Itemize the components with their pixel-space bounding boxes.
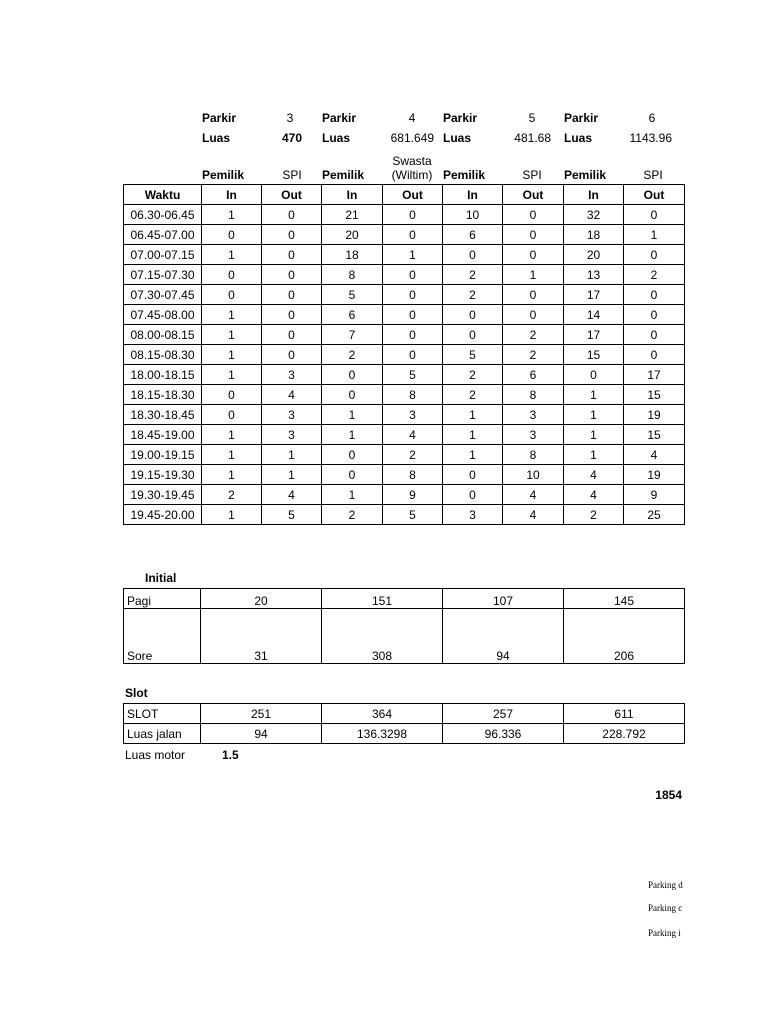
out-cell: 3 — [262, 425, 322, 445]
out-cell: 4 — [262, 485, 322, 505]
col-out-header: Out — [262, 185, 322, 205]
in-cell: 0 — [443, 465, 503, 485]
out-cell: 1 — [262, 465, 322, 485]
in-cell: 1 — [564, 445, 624, 465]
table-row — [124, 385, 685, 405]
out-cell: 19 — [624, 405, 685, 425]
sore-cell: 206 — [564, 609, 685, 664]
luas-label-4: Luas — [564, 131, 593, 145]
in-cell: 17 — [564, 325, 624, 345]
in-cell: 1 — [443, 425, 503, 445]
parkir-label-2: Parkir — [322, 111, 357, 125]
table-row — [124, 445, 685, 465]
waktu-cell: 19.30-19.45 — [124, 485, 202, 505]
out-cell: 9 — [624, 485, 685, 505]
in-cell: 20 — [564, 245, 624, 265]
total-value: 1854 — [655, 788, 682, 802]
in-cell: 0 — [443, 305, 503, 325]
slot-cell: 364 — [322, 704, 443, 724]
out-cell: 2 — [503, 325, 564, 345]
table-row — [124, 285, 685, 305]
table-row — [124, 485, 685, 505]
in-cell: 8 — [322, 265, 383, 285]
waktu-cell: 06.45-07.00 — [124, 225, 202, 245]
waktu-cell: 07.00-07.15 — [124, 245, 202, 265]
in-cell: 1 — [564, 405, 624, 425]
in-cell: 1 — [202, 245, 262, 265]
luas-value-4: 1143.96 — [629, 131, 672, 145]
parkir-label-1: Parkir — [202, 111, 237, 125]
table-row — [124, 205, 685, 225]
luas-value-2: 681.649 — [390, 131, 434, 145]
in-cell: 1 — [443, 445, 503, 465]
in-cell: 0 — [322, 445, 383, 465]
waktu-cell: 06.30-06.45 — [124, 205, 202, 225]
out-cell: 4 — [262, 385, 322, 405]
pagi-cell: 151 — [322, 589, 443, 609]
slot-cell: 611 — [564, 704, 685, 724]
pemilik-label-2: Pemilik — [322, 168, 365, 182]
pemilik-label-4: Pemilik — [564, 168, 607, 182]
out-cell: 6 — [503, 365, 564, 385]
initial-sore-row — [124, 609, 685, 664]
out-cell: 4 — [503, 505, 564, 525]
slot-title: Slot — [125, 686, 148, 700]
in-cell: 18 — [564, 225, 624, 245]
table-header-row — [124, 185, 685, 205]
out-cell: 8 — [383, 465, 443, 485]
in-cell: 2 — [202, 485, 262, 505]
waktu-cell: 07.30-07.45 — [124, 285, 202, 305]
out-cell: 19 — [624, 465, 685, 485]
slot-table — [123, 703, 685, 744]
out-cell: 10 — [503, 465, 564, 485]
pemilik-label-3: Pemilik — [443, 168, 486, 182]
in-cell: 1 — [322, 485, 383, 505]
slot-cell: 257 — [443, 704, 564, 724]
col-in-header: In — [564, 185, 624, 205]
out-cell: 0 — [503, 205, 564, 225]
waktu-cell: 18.00-18.15 — [124, 365, 202, 385]
in-cell: 1 — [202, 445, 262, 465]
out-cell: 17 — [624, 365, 685, 385]
out-cell: 0 — [624, 305, 685, 325]
out-cell: 0 — [262, 225, 322, 245]
out-cell: 0 — [383, 305, 443, 325]
in-cell: 0 — [443, 325, 503, 345]
in-cell: 1 — [202, 305, 262, 325]
in-cell: 2 — [322, 505, 383, 525]
in-cell: 20 — [322, 225, 383, 245]
out-cell: 0 — [262, 345, 322, 365]
table-row — [124, 465, 685, 485]
waktu-cell: 19.15-19.30 — [124, 465, 202, 485]
col-out-header: Out — [503, 185, 564, 205]
out-cell: 0 — [262, 305, 322, 325]
out-cell: 15 — [624, 385, 685, 405]
out-cell: 8 — [383, 385, 443, 405]
in-cell: 10 — [443, 205, 503, 225]
out-cell: 0 — [624, 325, 685, 345]
in-cell: 2 — [443, 265, 503, 285]
pagi-cell: 20 — [201, 589, 322, 609]
note-line: Parking c — [648, 903, 683, 913]
luas-jalan-cell: 94 — [201, 724, 322, 744]
in-cell: 2 — [564, 505, 624, 525]
out-cell: 0 — [503, 285, 564, 305]
pagi-cell: 107 — [443, 589, 564, 609]
waktu-cell: 07.45-08.00 — [124, 305, 202, 325]
initial-title: Initial — [145, 571, 177, 585]
out-cell: 0 — [262, 205, 322, 225]
parking-flow-table — [123, 184, 685, 525]
out-cell: 1 — [503, 265, 564, 285]
out-cell: 0 — [624, 245, 685, 265]
pemilik-value-2-line1: Swasta — [392, 154, 432, 168]
luas-jalan-label: Luas jalan — [124, 724, 201, 744]
out-cell: 0 — [624, 285, 685, 305]
in-cell: 2 — [443, 365, 503, 385]
waktu-cell: 07.15-07.30 — [124, 265, 202, 285]
in-cell: 1 — [202, 425, 262, 445]
in-cell: 0 — [322, 385, 383, 405]
col-out-header: Out — [624, 185, 685, 205]
pemilik-value-4: SPI — [643, 168, 663, 182]
luas-label-3: Luas — [443, 131, 472, 145]
in-cell: 1 — [202, 205, 262, 225]
in-cell: 2 — [443, 285, 503, 305]
in-cell: 1 — [202, 505, 262, 525]
table-row — [124, 365, 685, 385]
sore-label: Sore — [124, 609, 201, 664]
out-cell: 2 — [503, 345, 564, 365]
out-cell: 0 — [383, 265, 443, 285]
out-cell: 0 — [383, 205, 443, 225]
in-cell: 0 — [202, 405, 262, 425]
table-row — [124, 345, 685, 365]
luas-label-1: Luas — [202, 131, 231, 145]
out-cell: 0 — [262, 265, 322, 285]
table-row — [124, 305, 685, 325]
in-cell: 1 — [202, 325, 262, 345]
in-cell: 2 — [322, 345, 383, 365]
in-cell: 6 — [322, 305, 383, 325]
out-cell: 3 — [262, 405, 322, 425]
in-cell: 5 — [322, 285, 383, 305]
in-cell: 1 — [202, 465, 262, 485]
in-cell: 0 — [322, 465, 383, 485]
out-cell: 1 — [262, 445, 322, 465]
luas-jalan-cell: 228.792 — [564, 724, 685, 744]
col-in-header: In — [322, 185, 383, 205]
out-cell: 4 — [503, 485, 564, 505]
parkir-label-3: Parkir — [443, 111, 478, 125]
out-cell: 4 — [383, 425, 443, 445]
in-cell: 1 — [443, 405, 503, 425]
out-cell: 1 — [383, 245, 443, 265]
in-cell: 1 — [322, 425, 383, 445]
out-cell: 1 — [624, 225, 685, 245]
in-cell: 0 — [202, 265, 262, 285]
out-cell: 0 — [262, 245, 322, 265]
col-in-header: In — [443, 185, 503, 205]
out-cell: 25 — [624, 505, 685, 525]
in-cell: 21 — [322, 205, 383, 225]
pemilik-value-3: SPI — [522, 168, 542, 182]
out-cell: 2 — [383, 445, 443, 465]
in-cell: 1 — [322, 405, 383, 425]
col-waktu-header: Waktu — [124, 185, 202, 205]
in-cell: 4 — [564, 485, 624, 505]
col-out-header: Out — [383, 185, 443, 205]
table-row — [124, 405, 685, 425]
in-cell: 1 — [564, 385, 624, 405]
out-cell: 0 — [383, 325, 443, 345]
waktu-cell: 19.00-19.15 — [124, 445, 202, 465]
pemilik-label-1: Pemilik — [202, 168, 245, 182]
table-row — [124, 425, 685, 445]
out-cell: 4 — [624, 445, 685, 465]
in-cell: 1 — [202, 365, 262, 385]
out-cell: 3 — [383, 405, 443, 425]
note-line: Parking d — [648, 880, 683, 890]
table-row — [124, 225, 685, 245]
in-cell: 0 — [202, 385, 262, 405]
in-cell: 1 — [564, 425, 624, 445]
in-cell: 0 — [443, 485, 503, 505]
out-cell: 3 — [503, 405, 564, 425]
parkir-value-1: 3 — [286, 111, 294, 125]
parkir-value-3: 5 — [528, 111, 536, 125]
in-cell: 0 — [564, 365, 624, 385]
out-cell: 0 — [383, 225, 443, 245]
in-cell: 7 — [322, 325, 383, 345]
initial-table — [123, 588, 685, 664]
out-cell: 8 — [503, 445, 564, 465]
table-row — [124, 505, 685, 525]
parkir-label-4: Parkir — [564, 111, 599, 125]
pemilik-value-2-line2: (Wiltim) — [391, 168, 433, 182]
in-cell: 14 — [564, 305, 624, 325]
in-cell: 15 — [564, 345, 624, 365]
out-cell: 0 — [624, 345, 685, 365]
sore-cell: 308 — [322, 609, 443, 664]
in-cell: 3 — [443, 505, 503, 525]
in-cell: 4 — [564, 465, 624, 485]
in-cell: 0 — [202, 225, 262, 245]
out-cell: 9 — [383, 485, 443, 505]
pagi-cell: 145 — [564, 589, 685, 609]
luas-value-3: 481.68 — [514, 131, 551, 145]
sore-cell: 31 — [201, 609, 322, 664]
in-cell: 0 — [322, 365, 383, 385]
in-cell: 1 — [202, 345, 262, 365]
slot-label: SLOT — [124, 704, 201, 724]
note-line: Parking i — [648, 928, 681, 938]
parkir-value-2: 4 — [408, 111, 416, 125]
waktu-cell: 18.15-18.30 — [124, 385, 202, 405]
out-cell: 2 — [624, 265, 685, 285]
waktu-cell: 18.45-19.00 — [124, 425, 202, 445]
in-cell: 13 — [564, 265, 624, 285]
out-cell: 0 — [503, 225, 564, 245]
slot-row — [124, 704, 685, 724]
out-cell: 0 — [503, 305, 564, 325]
in-cell: 6 — [443, 225, 503, 245]
waktu-cell: 08.15-08.30 — [124, 345, 202, 365]
luas-jalan-row — [124, 724, 685, 744]
waktu-cell: 18.30-18.45 — [124, 405, 202, 425]
luas-motor-label: Luas motor — [125, 748, 186, 762]
luas-value-1: 470 — [281, 131, 302, 145]
out-cell: 5 — [383, 505, 443, 525]
parkir-value-4: 6 — [648, 111, 656, 125]
luas-label-2: Luas — [322, 131, 351, 145]
out-cell: 0 — [503, 245, 564, 265]
table-row — [124, 265, 685, 285]
sore-cell: 94 — [443, 609, 564, 664]
table-body — [124, 205, 685, 525]
in-cell: 0 — [202, 285, 262, 305]
out-cell: 8 — [503, 385, 564, 405]
pagi-label: Pagi — [124, 589, 201, 609]
out-cell: 3 — [262, 365, 322, 385]
out-cell: 15 — [624, 425, 685, 445]
out-cell: 0 — [383, 285, 443, 305]
in-cell: 0 — [443, 245, 503, 265]
waktu-cell: 19.45-20.00 — [124, 505, 202, 525]
in-cell: 2 — [443, 385, 503, 405]
in-cell: 32 — [564, 205, 624, 225]
out-cell: 0 — [262, 325, 322, 345]
in-cell: 17 — [564, 285, 624, 305]
out-cell: 0 — [383, 345, 443, 365]
pemilik-value-1: SPI — [282, 168, 302, 182]
luas-jalan-cell: 136.3298 — [322, 724, 443, 744]
out-cell: 3 — [503, 425, 564, 445]
waktu-cell: 08.00-08.15 — [124, 325, 202, 345]
out-cell: 0 — [262, 285, 322, 305]
initial-pagi-row — [124, 589, 685, 609]
out-cell: 0 — [624, 205, 685, 225]
in-cell: 18 — [322, 245, 383, 265]
out-cell: 5 — [383, 365, 443, 385]
luas-jalan-cell: 96.336 — [443, 724, 564, 744]
out-cell: 5 — [262, 505, 322, 525]
luas-motor-value: 1.5 — [222, 748, 239, 762]
slot-cell: 251 — [201, 704, 322, 724]
table-row — [124, 245, 685, 265]
in-cell: 5 — [443, 345, 503, 365]
table-row — [124, 325, 685, 345]
col-in-header: In — [202, 185, 262, 205]
